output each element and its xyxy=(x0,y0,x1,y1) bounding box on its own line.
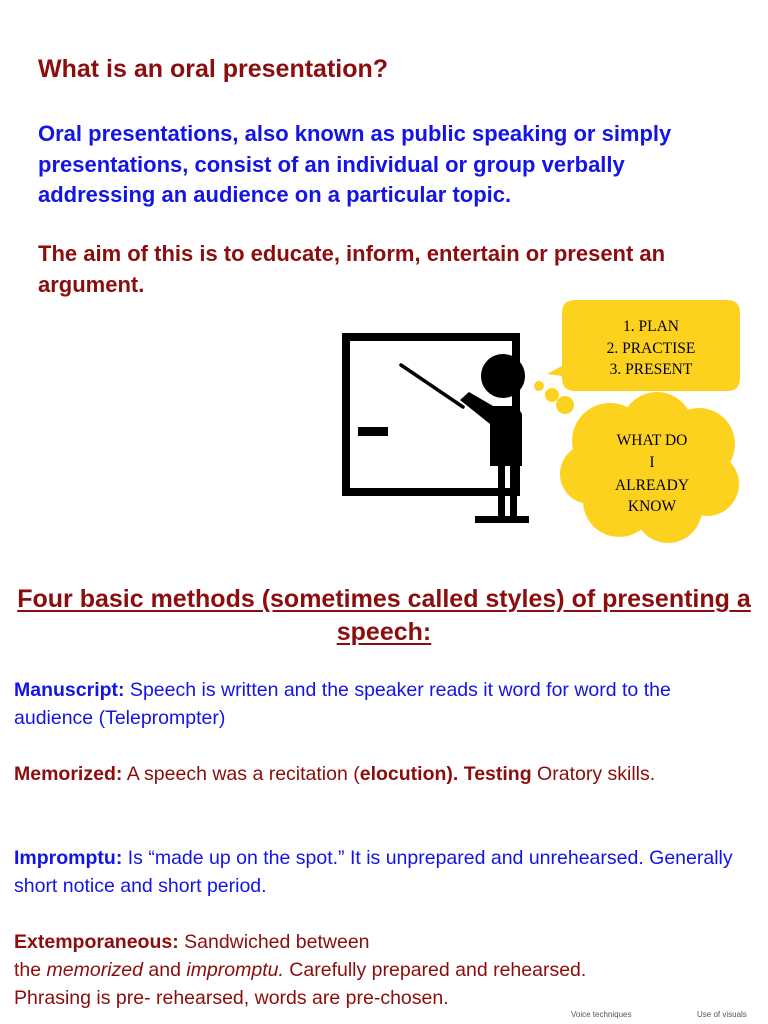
thought-bubble xyxy=(534,381,739,543)
method-text: the xyxy=(14,959,47,981)
method-text: Phrasing is pre- rehearsed, words are pre-chosen. xyxy=(14,987,449,1009)
presenter-figure-icon xyxy=(460,354,529,523)
method-text: Sandwiched between xyxy=(178,931,370,953)
thought-line-3: ALREADY xyxy=(614,477,690,494)
intro-paragraph: Oral presentations, also known as public speaking or simply presentations, consist of an individual or group verbally addressing an audience on a particular topic. xyxy=(38,121,672,207)
method-text: and xyxy=(142,959,187,981)
speech-line-1: 1. PLAN xyxy=(623,318,679,335)
method-memorized xyxy=(14,760,754,788)
method-text: Carefully prepared and rehearsed. xyxy=(283,959,587,981)
method-manuscript xyxy=(14,676,754,732)
method-text-bold: elocution). Testing xyxy=(359,763,532,785)
speech-line-3: 3. PRESENT xyxy=(609,361,693,378)
speech-line-2: 2. PRACTISE xyxy=(606,340,696,357)
aim-paragraph: The aim of this is to educate, inform, entertain or present an argument. xyxy=(38,241,666,297)
method-label: Manuscript: xyxy=(14,679,125,701)
thought-line-1: WHAT DO xyxy=(616,432,688,449)
method-text-italic: memorized xyxy=(46,959,143,981)
method-label: Extemporaneous: xyxy=(14,931,179,953)
method-text-italic: impromptu. xyxy=(186,959,284,981)
thought-line-2: I xyxy=(649,454,655,471)
method-label: Impromptu: xyxy=(14,847,123,869)
method-label: Memorized: xyxy=(14,763,123,785)
presenter-illustration xyxy=(335,296,745,556)
method-text: Speech is written and the speaker reads it word for word to the audience (Teleprompter) xyxy=(14,679,671,729)
pointer-stick xyxy=(401,365,463,407)
footnote-use-of-visuals: Use of visuals xyxy=(697,1010,747,1019)
thought-line-4: KNOW xyxy=(627,498,677,515)
method-impromptu xyxy=(14,844,754,900)
footnote-voice-techniques: Voice techniques xyxy=(571,1010,632,1019)
method-text: A speech was a recitation ( xyxy=(122,763,360,785)
methods-heading: Four basic methods (sometimes called styles) of presenting a speech: xyxy=(17,585,751,646)
page-title: What is an oral presentation? xyxy=(38,55,389,83)
method-text: Oratory skills. xyxy=(531,763,656,785)
speech-bubble xyxy=(547,300,740,391)
method-text: Is “made up on the spot.” It is unprepared and unrehearsed. Generally short notice and short period. xyxy=(14,847,733,897)
method-extemporaneous xyxy=(14,928,754,1012)
